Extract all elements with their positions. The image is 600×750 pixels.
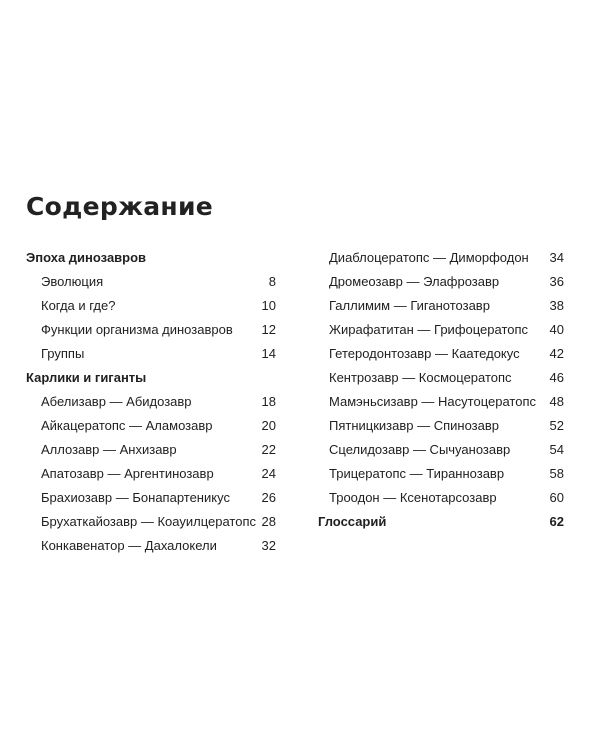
toc-entry[interactable] — [318, 318, 564, 342]
toc-entry[interactable] — [318, 366, 564, 390]
toc-entry[interactable] — [26, 390, 276, 414]
toc-page: 46 — [549, 370, 564, 385]
toc-label: Аллозавр — Анхизавр — [41, 442, 177, 457]
toc-entry[interactable] — [318, 294, 564, 318]
toc-page: 60 — [549, 490, 564, 505]
toc-entry[interactable] — [26, 318, 276, 342]
toc-column-right — [318, 246, 564, 534]
toc-entry[interactable] — [318, 270, 564, 294]
toc-column-left — [26, 246, 276, 558]
toc-page: 42 — [549, 346, 564, 361]
toc-entry[interactable] — [26, 294, 276, 318]
toc-label: Пятницкизавр — Спинозавр — [329, 418, 500, 433]
toc-label: Гетеродонтозавр — Каатедокус — [329, 346, 520, 361]
toc-entry[interactable] — [26, 414, 276, 438]
toc-page: 18 — [261, 394, 276, 409]
toc-entry[interactable] — [26, 438, 276, 462]
toc-label: Галлимим — Гиганотозавр — [329, 298, 490, 313]
toc-label: Абелизавр — Абидозавр — [41, 394, 192, 409]
toc-page: 8 — [268, 274, 276, 289]
toc-label: Эволюция — [41, 274, 104, 289]
toc-page: 36 — [549, 274, 564, 289]
toc-section[interactable] — [26, 366, 276, 390]
toc-entry[interactable] — [26, 486, 276, 510]
toc-entry[interactable] — [318, 462, 564, 486]
toc-section[interactable] — [318, 510, 564, 534]
toc-entry[interactable] — [26, 462, 276, 486]
toc-label: Группы — [41, 346, 85, 361]
toc-label: Конкавенатор — Дахалокели — [41, 538, 217, 553]
toc-label: Брахиозавр — Бонапартеникус — [41, 490, 230, 505]
toc-label: Дромеозавр — Элафрозавр — [329, 274, 500, 289]
toc-page: 34 — [549, 250, 564, 265]
toc-label: Айкацератопс — Аламозавр — [41, 418, 213, 433]
toc-page: 14 — [261, 346, 276, 361]
toc-entry[interactable] — [318, 390, 564, 414]
toc-page: 12 — [261, 322, 276, 337]
toc-page: 54 — [549, 442, 564, 457]
page-title: Содержание — [26, 192, 214, 221]
toc-page: 10 — [261, 298, 276, 313]
toc-label: Функции организма динозавров — [41, 322, 233, 337]
toc-label: Сцелидозавр — Сычуанозавр — [329, 442, 511, 457]
toc-entry[interactable] — [318, 342, 564, 366]
toc-page: 32 — [261, 538, 276, 553]
toc-label: Карлики и гиганты — [26, 370, 147, 385]
toc-label: Апатозавр — Аргентинозавр — [41, 466, 214, 481]
toc-label: Троодон — Ксенотарсозавр — [329, 490, 497, 505]
toc-page: 40 — [549, 322, 564, 337]
toc-page: 26 — [261, 490, 276, 505]
toc-section[interactable] — [26, 246, 276, 270]
toc-page: 20 — [261, 418, 276, 433]
toc-entry[interactable] — [318, 438, 564, 462]
toc-label: Жирафатитан — Грифоцератопс — [329, 322, 529, 337]
toc-label: Диаблоцератопс — Диморфодон — [329, 250, 529, 265]
toc-page: 48 — [549, 394, 564, 409]
toc-page: 28 — [261, 514, 276, 529]
toc-label: Брухаткайозавр — Коауилцератопс — [41, 514, 256, 529]
toc-label: Когда и где? — [41, 298, 116, 313]
toc-entry[interactable] — [26, 342, 276, 366]
toc-label: Мамэньсизавр — Насутоцератопс — [329, 394, 536, 409]
toc-page: 24 — [261, 466, 276, 481]
toc-entry[interactable] — [26, 510, 276, 534]
toc-entry[interactable] — [318, 486, 564, 510]
toc-entry[interactable] — [26, 534, 276, 558]
toc-page: 58 — [549, 466, 564, 481]
toc-label: Кентрозавр — Космоцератопс — [329, 370, 512, 385]
toc-page: 52 — [549, 418, 564, 433]
toc-page: 38 — [549, 298, 564, 313]
toc-entry[interactable] — [318, 414, 564, 438]
toc-label: Трицератопс — Тираннозавр — [329, 466, 505, 481]
toc-entry[interactable] — [26, 270, 276, 294]
toc-label: Глоссарий — [318, 514, 387, 529]
toc-page: 22 — [261, 442, 276, 457]
toc-label: Эпоха динозавров — [26, 250, 147, 265]
toc-entry[interactable] — [318, 246, 564, 270]
toc-page: 62 — [549, 514, 564, 529]
